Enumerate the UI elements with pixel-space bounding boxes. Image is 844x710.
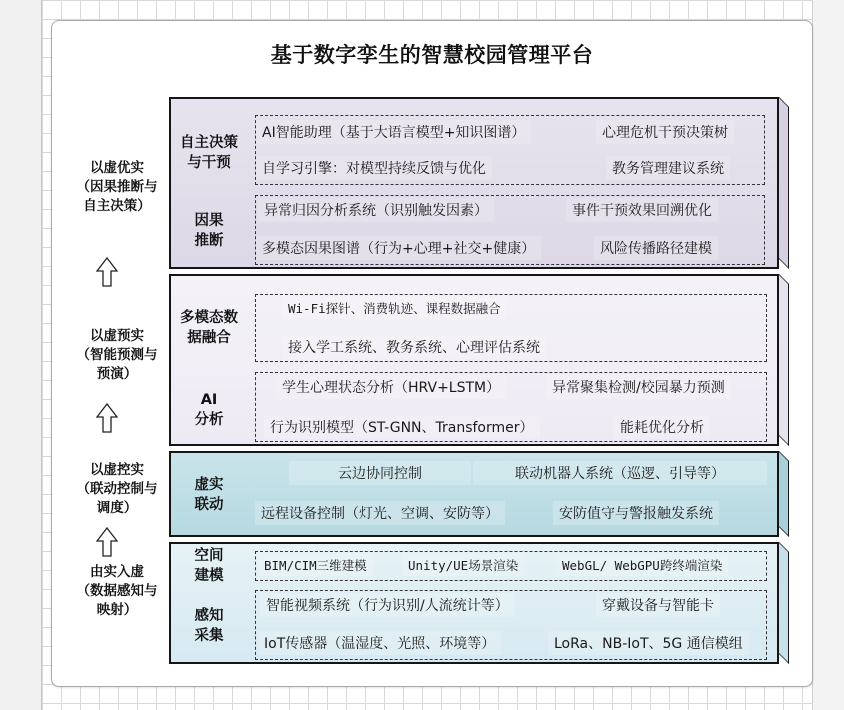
layer-prediction [169, 274, 779, 446]
section-label-spatial-modeling: 空间 建模 [194, 548, 224, 584]
layer-decision [169, 97, 779, 269]
diagram-card [51, 20, 813, 687]
item-wearables-smartcard: 穿戴设备与智能卡 [596, 593, 720, 617]
item-communication-modules: LoRa、NB-IoT、5G 通信模组 [548, 631, 749, 655]
side-label-line: 调度） [96, 500, 138, 516]
item-robot-system: 联动机器人系统（巡逻、引导等） [473, 461, 767, 485]
side-label-line: 以虚预实 [90, 328, 144, 344]
item-ai-assistant: AI智能助理（基于大语言模型+知识图谱） [256, 120, 531, 144]
side-label-line: 以虚优实 [90, 160, 144, 176]
side-label-line: 自主决策） [83, 198, 151, 214]
section-box-multimodal-fusion [255, 294, 767, 362]
section-label-causal-inference: 因果 推断 [194, 213, 224, 249]
item-risk-propagation: 风险传播路径建模 [594, 236, 718, 260]
section-label-autonomous-decision: 自主决策 与干预 [180, 135, 238, 171]
section-box-autonomous-decision [255, 115, 765, 185]
item-academic-advice: 教务管理建议系统 [606, 156, 730, 180]
side-label-line: 预演） [96, 366, 138, 382]
item-multimodal-causal-graph: 多模态因果图谱（行为+心理+社交+健康） [256, 236, 541, 260]
up-arrow-icon [96, 403, 118, 433]
section-box-ai-analysis [255, 372, 767, 442]
up-arrow-icon [96, 527, 118, 557]
item-anomaly-attribution: 异常归因分析系统（识别触发因素） [258, 198, 494, 222]
item-security-alarm: 安防值守与警报触发系统 [553, 501, 719, 525]
side-label-line: 映射） [96, 602, 138, 618]
layer-perception [169, 542, 779, 664]
item-webgl-webgpu: WebGL/ WebGPU跨终端渲染 [556, 554, 728, 576]
item-unity-ue: Unity/UE场景渲染 [402, 554, 524, 576]
item-intervention-backtrace: 事件干预效果回溯优化 [566, 198, 718, 222]
diagram-title: 基于数字孪生的智慧校园管理平台 [270, 43, 594, 67]
item-self-learning-engine: 自学习引擎：对模型持续反馈与优化 [256, 156, 492, 180]
side-label-line: 由实入虚 [90, 564, 144, 580]
right-panel-strip [812, 0, 844, 710]
section-label-perception-collection: 感知 采集 [194, 608, 224, 644]
layer-control [169, 451, 779, 537]
item-smart-video: 智能视频系统（行为识别/人流统计等） [260, 593, 515, 617]
up-arrow-icon [96, 257, 118, 287]
side-label-line: （智能预测与 [76, 347, 158, 363]
item-remote-device-control: 远程设备控制（灯光、空调、安防等） [255, 501, 505, 525]
layer-3d-side [779, 451, 789, 537]
side-label-line: 以虚控实 [90, 462, 144, 478]
section-label-virtual-real-linkage: 虚实 联动 [194, 477, 224, 513]
side-label-line: （因果推断与 [76, 179, 158, 195]
section-box-causal-inference [255, 195, 765, 265]
side-label-optimize [64, 159, 170, 216]
section-label-multimodal-fusion: 多模态数 据融合 [180, 310, 238, 346]
side-label-line: （数据感知与 [76, 583, 158, 599]
side-label-control [64, 461, 170, 518]
section-label-ai-analysis: AI 分析 [194, 392, 224, 428]
item-bim-cim: BIM/CIM三维建模 [258, 554, 373, 576]
item-energy-optimization: 能耗优化分析 [614, 415, 710, 439]
side-label-predict [64, 327, 170, 384]
item-psych-state-analysis: 学生心理状态分析（HRV+LSTM） [276, 375, 506, 399]
layer-3d-side [779, 97, 789, 269]
layer-3d-side [779, 542, 789, 664]
section-box-perception-collection [255, 590, 767, 660]
side-label-line: （联动控制与 [76, 481, 158, 497]
side-label-perceive [64, 563, 170, 620]
item-iot-sensors: IoT传感器（温湿度、光照、环境等） [258, 631, 501, 655]
layer-3d-side [779, 274, 789, 446]
item-gathering-detection: 异常聚集检测/校园暴力预测 [546, 375, 731, 399]
item-cloud-edge-control: 云边协同控制 [289, 461, 471, 485]
item-wifi-fusion: Wi-Fi探针、消费轨迹、课程数据融合 [282, 297, 507, 319]
item-behavior-model: 行为识别模型（ST-GNN、Transformer） [264, 415, 540, 439]
item-crisis-decision-tree: 心理危机干预决策树 [596, 120, 734, 144]
item-system-integration: 接入学工系统、教务系统、心理评估系统 [282, 335, 546, 359]
section-box-spatial-modeling [255, 551, 767, 581]
